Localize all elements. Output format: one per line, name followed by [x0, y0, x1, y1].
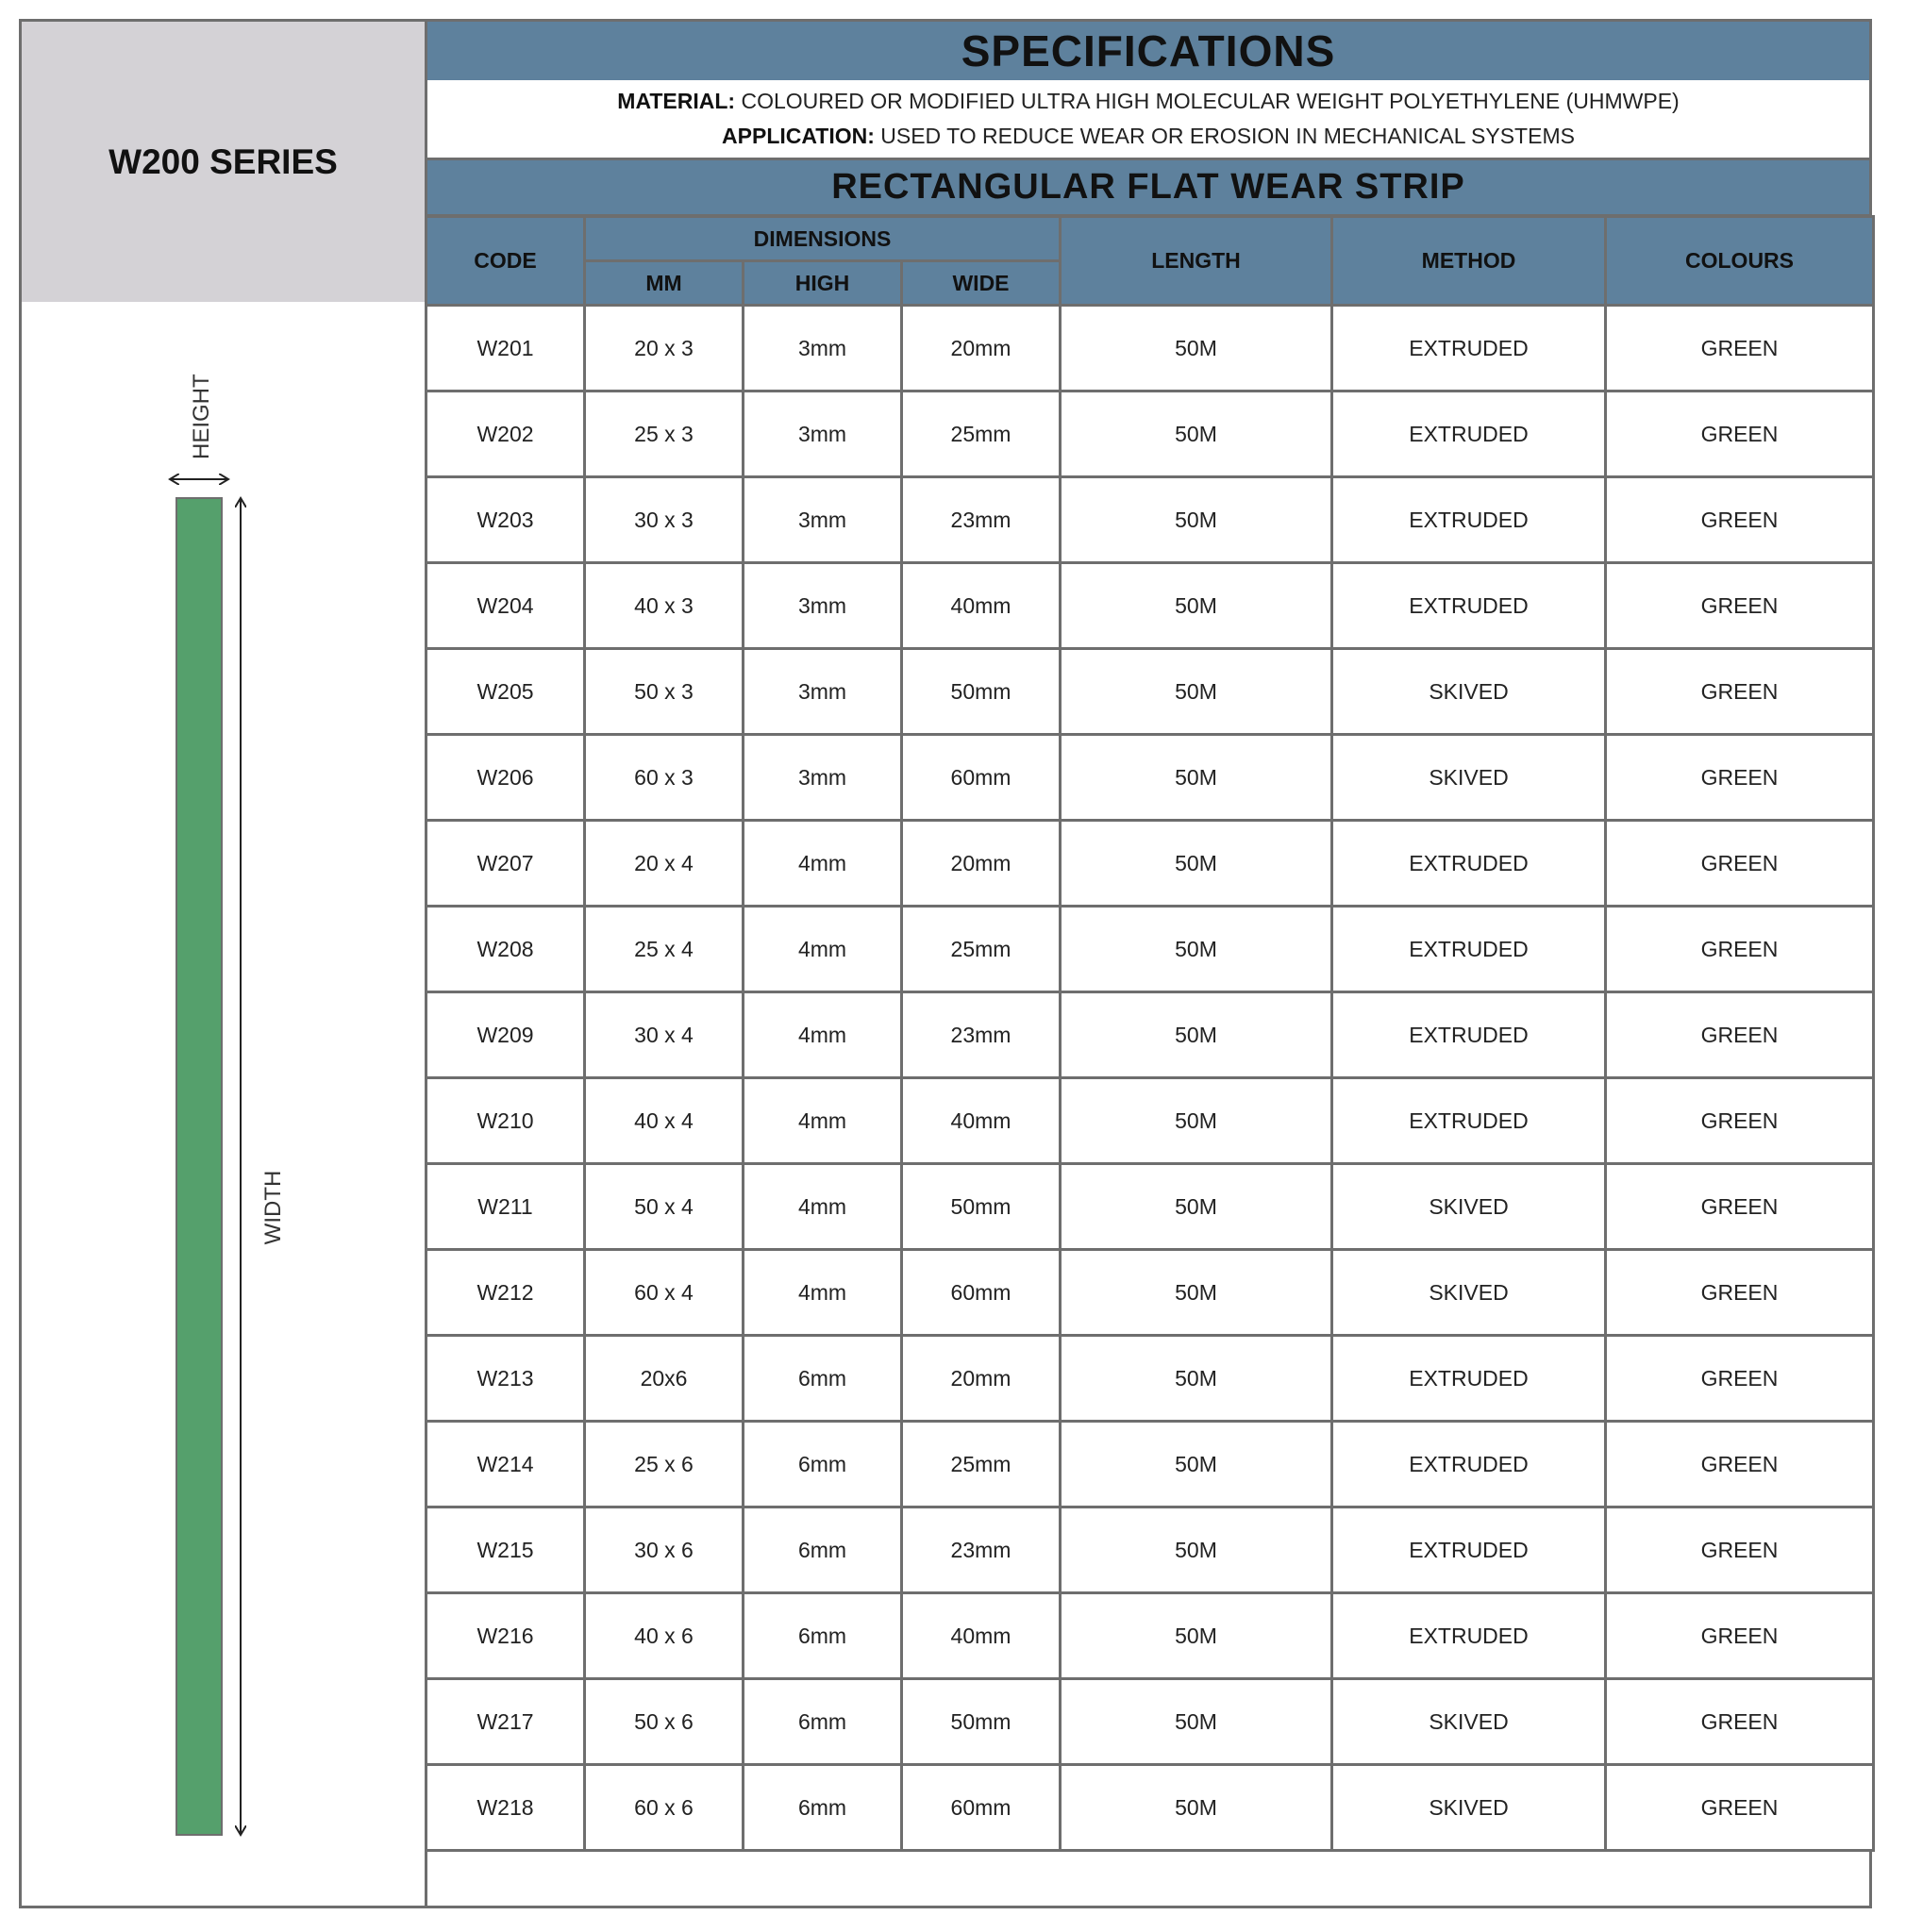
- table-row: [426, 907, 1874, 992]
- cell-code: W206: [426, 735, 585, 821]
- cell-high: 4mm: [744, 1164, 902, 1250]
- cell-method: EXTRUDED: [1332, 907, 1606, 992]
- cell-mm: 30 x 4: [585, 992, 744, 1078]
- cell-high: 3mm: [744, 391, 902, 477]
- cell-high: 6mm: [744, 1765, 902, 1851]
- cell-mm: 50 x 6: [585, 1679, 744, 1765]
- cell-length: 50M: [1061, 1078, 1332, 1164]
- cell-method: SKIVED: [1332, 1765, 1606, 1851]
- header-code: CODE: [426, 217, 585, 306]
- cell-wide: 25mm: [902, 907, 1061, 992]
- table-row: [426, 1422, 1874, 1507]
- cell-method: SKIVED: [1332, 1250, 1606, 1336]
- table-row: [426, 306, 1874, 391]
- cell-mm: 60 x 6: [585, 1765, 744, 1851]
- cell-colour: GREEN: [1606, 563, 1874, 649]
- cell-method: EXTRUDED: [1332, 563, 1606, 649]
- cell-code: W207: [426, 821, 585, 907]
- cell-high: 4mm: [744, 821, 902, 907]
- application-label: APPLICATION:: [722, 124, 875, 148]
- cell-method: SKIVED: [1332, 735, 1606, 821]
- header-colours: COLOURS: [1606, 217, 1874, 306]
- application-line: [722, 119, 1575, 154]
- header-dimensions: DIMENSIONS: [585, 217, 1061, 261]
- table-row: [426, 1679, 1874, 1765]
- cell-mm: 20x6: [585, 1336, 744, 1422]
- cell-mm: 30 x 6: [585, 1507, 744, 1593]
- table-row: [426, 821, 1874, 907]
- cell-mm: 25 x 4: [585, 907, 744, 992]
- cell-code: W201: [426, 306, 585, 391]
- cell-method: EXTRUDED: [1332, 391, 1606, 477]
- cell-high: 4mm: [744, 992, 902, 1078]
- table-row: [426, 1593, 1874, 1679]
- cell-method: EXTRUDED: [1332, 1507, 1606, 1593]
- cell-length: 50M: [1061, 563, 1332, 649]
- cell-wide: 23mm: [902, 992, 1061, 1078]
- cell-wide: 25mm: [902, 1422, 1061, 1507]
- cell-high: 4mm: [744, 1250, 902, 1336]
- table-row: [426, 1507, 1874, 1593]
- material-label: MATERIAL:: [617, 89, 736, 113]
- cell-length: 50M: [1061, 907, 1332, 992]
- header-method: METHOD: [1332, 217, 1606, 306]
- cell-wide: 20mm: [902, 1336, 1061, 1422]
- cell-code: W208: [426, 907, 585, 992]
- cell-wide: 23mm: [902, 1507, 1061, 1593]
- cell-length: 50M: [1061, 992, 1332, 1078]
- table-row: [426, 735, 1874, 821]
- cell-method: SKIVED: [1332, 1164, 1606, 1250]
- cell-mm: 40 x 4: [585, 1078, 744, 1164]
- cell-method: EXTRUDED: [1332, 821, 1606, 907]
- cell-wide: 60mm: [902, 735, 1061, 821]
- table-row: [426, 1078, 1874, 1164]
- cell-mm: 50 x 3: [585, 649, 744, 735]
- cell-method: EXTRUDED: [1332, 306, 1606, 391]
- cell-colour: GREEN: [1606, 1250, 1874, 1336]
- cell-code: W205: [426, 649, 585, 735]
- cell-length: 50M: [1061, 649, 1332, 735]
- cell-method: EXTRUDED: [1332, 477, 1606, 563]
- cell-code: W204: [426, 563, 585, 649]
- cell-code: W213: [426, 1336, 585, 1422]
- cell-wide: 50mm: [902, 1679, 1061, 1765]
- cell-length: 50M: [1061, 391, 1332, 477]
- cell-code: W209: [426, 992, 585, 1078]
- cell-high: 6mm: [744, 1422, 902, 1507]
- cell-mm: 40 x 6: [585, 1593, 744, 1679]
- specs-table: [425, 215, 1875, 1852]
- cell-code: W210: [426, 1078, 585, 1164]
- cell-colour: GREEN: [1606, 306, 1874, 391]
- material-value: COLOURED OR MODIFIED ULTRA HIGH MOLECULAR WEIGHT POLYETHYLENE (UHMWPE): [741, 89, 1680, 113]
- cell-wide: 60mm: [902, 1250, 1061, 1336]
- cell-mm: 25 x 3: [585, 391, 744, 477]
- cell-high: 6mm: [744, 1679, 902, 1765]
- cell-method: EXTRUDED: [1332, 1593, 1606, 1679]
- cell-code: W218: [426, 1765, 585, 1851]
- cell-method: SKIVED: [1332, 1679, 1606, 1765]
- cell-code: W214: [426, 1422, 585, 1507]
- cell-colour: GREEN: [1606, 907, 1874, 992]
- cell-high: 3mm: [744, 649, 902, 735]
- cell-wide: 60mm: [902, 1765, 1061, 1851]
- table-row: [426, 649, 1874, 735]
- table-row: [426, 477, 1874, 563]
- header-mm: MM: [585, 261, 744, 306]
- specs-table-body: [426, 306, 1874, 1851]
- cell-length: 50M: [1061, 1250, 1332, 1336]
- cell-length: 50M: [1061, 1679, 1332, 1765]
- cell-length: 50M: [1061, 1507, 1332, 1593]
- cell-wide: 40mm: [902, 563, 1061, 649]
- cell-wide: 20mm: [902, 306, 1061, 391]
- table-row: [426, 1164, 1874, 1250]
- product-title: RECTANGULAR FLAT WEAR STRIP: [425, 160, 1872, 217]
- cell-high: 6mm: [744, 1507, 902, 1593]
- cell-length: 50M: [1061, 306, 1332, 391]
- series-title: W200 SERIES: [19, 19, 427, 305]
- cell-mm: 25 x 6: [585, 1422, 744, 1507]
- cell-length: 50M: [1061, 1164, 1332, 1250]
- cell-high: 4mm: [744, 1078, 902, 1164]
- cell-method: EXTRUDED: [1332, 1422, 1606, 1507]
- strip-diagram: [142, 358, 330, 1868]
- cell-colour: GREEN: [1606, 1164, 1874, 1250]
- cell-colour: GREEN: [1606, 1336, 1874, 1422]
- cell-code: W215: [426, 1507, 585, 1593]
- cell-mm: 40 x 3: [585, 563, 744, 649]
- cell-length: 50M: [1061, 1422, 1332, 1507]
- cell-colour: GREEN: [1606, 477, 1874, 563]
- cell-colour: GREEN: [1606, 992, 1874, 1078]
- cell-length: 50M: [1061, 735, 1332, 821]
- cell-wide: 20mm: [902, 821, 1061, 907]
- cell-colour: GREEN: [1606, 735, 1874, 821]
- cell-code: W202: [426, 391, 585, 477]
- cell-high: 4mm: [744, 907, 902, 992]
- table-row: [426, 563, 1874, 649]
- cell-length: 50M: [1061, 821, 1332, 907]
- cell-method: SKIVED: [1332, 649, 1606, 735]
- cell-colour: GREEN: [1606, 1078, 1874, 1164]
- header-length: LENGTH: [1061, 217, 1332, 306]
- table-row: [426, 1336, 1874, 1422]
- cell-code: W216: [426, 1593, 585, 1679]
- cell-colour: GREEN: [1606, 1422, 1874, 1507]
- cell-wide: 50mm: [902, 1164, 1061, 1250]
- cell-mm: 60 x 4: [585, 1250, 744, 1336]
- table-row: [426, 992, 1874, 1078]
- cell-method: EXTRUDED: [1332, 992, 1606, 1078]
- height-label: HEIGHT: [189, 374, 214, 459]
- cell-high: 3mm: [744, 735, 902, 821]
- application-value: USED TO REDUCE WEAR OR EROSION IN MECHANICAL SYSTEMS: [880, 124, 1575, 148]
- table-row: [426, 1765, 1874, 1851]
- table-row: [426, 1250, 1874, 1336]
- cell-length: 50M: [1061, 1593, 1332, 1679]
- width-label: WIDTH: [260, 1170, 286, 1245]
- cell-high: 6mm: [744, 1593, 902, 1679]
- cell-length: 50M: [1061, 1765, 1332, 1851]
- material-line: [617, 84, 1679, 119]
- cell-method: EXTRUDED: [1332, 1336, 1606, 1422]
- cell-code: W212: [426, 1250, 585, 1336]
- cell-colour: GREEN: [1606, 649, 1874, 735]
- cell-colour: GREEN: [1606, 1679, 1874, 1765]
- cell-high: 3mm: [744, 306, 902, 391]
- cell-method: EXTRUDED: [1332, 1078, 1606, 1164]
- header-wide: WIDE: [902, 261, 1061, 306]
- cell-colour: GREEN: [1606, 391, 1874, 477]
- cell-high: 3mm: [744, 563, 902, 649]
- cell-code: W211: [426, 1164, 585, 1250]
- cell-mm: 20 x 3: [585, 306, 744, 391]
- cell-high: 3mm: [744, 477, 902, 563]
- cell-code: W217: [426, 1679, 585, 1765]
- cell-wide: 23mm: [902, 477, 1061, 563]
- cell-length: 50M: [1061, 1336, 1332, 1422]
- cell-code: W203: [426, 477, 585, 563]
- cell-wide: 40mm: [902, 1593, 1061, 1679]
- header-high: HIGH: [744, 261, 902, 306]
- wear-strip-shape: [176, 498, 222, 1835]
- specifications-title: SPECIFICATIONS: [425, 19, 1872, 83]
- cell-wide: 40mm: [902, 1078, 1061, 1164]
- cell-colour: GREEN: [1606, 1507, 1874, 1593]
- cell-mm: 50 x 4: [585, 1164, 744, 1250]
- cell-wide: 25mm: [902, 391, 1061, 477]
- cell-colour: GREEN: [1606, 821, 1874, 907]
- table-row: [426, 391, 1874, 477]
- cell-mm: 30 x 3: [585, 477, 744, 563]
- cell-colour: GREEN: [1606, 1765, 1874, 1851]
- cell-mm: 60 x 3: [585, 735, 744, 821]
- cell-mm: 20 x 4: [585, 821, 744, 907]
- cell-length: 50M: [1061, 477, 1332, 563]
- cell-colour: GREEN: [1606, 1593, 1874, 1679]
- cell-high: 6mm: [744, 1336, 902, 1422]
- specification-details: [425, 80, 1872, 160]
- cell-wide: 50mm: [902, 649, 1061, 735]
